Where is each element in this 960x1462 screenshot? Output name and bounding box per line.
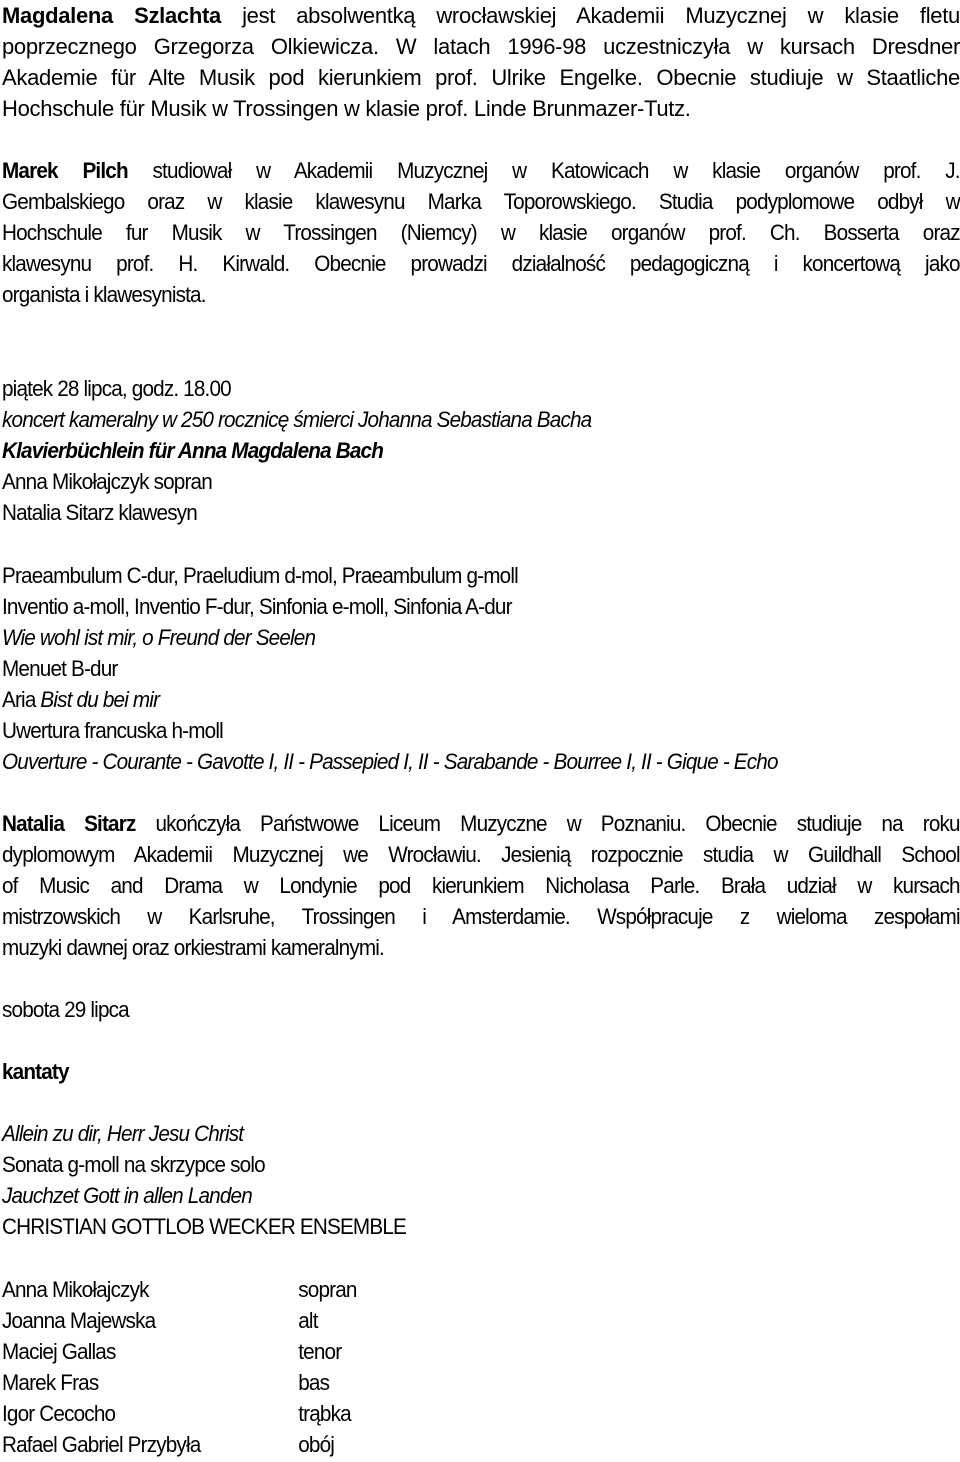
program-item: Praeambulum C-dur, Praeludium d-mol, Praeambulum g-moll: [2, 563, 518, 588]
performer-row: [2, 1367, 357, 1398]
bio-szlachta-text-1: jest absolwentką wrocławskiej Akademii Muzycznej w klasie fletu: [220, 3, 960, 28]
program-item: Sonata g-moll na skrzypce solo: [2, 1152, 265, 1177]
bio-szlachta-name: Magdalena Szlachta: [2, 3, 221, 28]
bio-sitarz-line-4: mistrzowskich w Karlsruhe, Trossingen i Amsterdamie. Współpracuje z wieloma zespołami: [2, 904, 960, 929]
bio-pilch-name: Marek Pilch: [2, 158, 128, 183]
program-item: [2, 684, 778, 715]
performer-role: bas: [298, 1370, 330, 1395]
program-item-prefix: Aria: [2, 687, 41, 712]
performer-name: Joanna Majewska: [2, 1308, 156, 1333]
performer-row: [2, 1305, 357, 1336]
performer-role: trąbka: [298, 1401, 351, 1426]
concert-friday-subtitle-text: koncert kameralny w 250 rocznicę śmierci Johanna Sebastiana Bacha: [2, 407, 592, 432]
performer-row: [2, 1274, 357, 1305]
performer-row: [2, 1398, 357, 1429]
program-item-title: Wie wohl ist mir, o Freund der Seelen: [2, 625, 316, 650]
bio-szlachta-line-1: [2, 0, 960, 31]
program-item-title: Bist du bei mir: [40, 687, 160, 712]
program-item: [2, 746, 778, 777]
performer-name: Rafael Gabriel Przybyła: [2, 1432, 201, 1457]
performer-list: [2, 1274, 357, 1460]
performer-role: sopran: [298, 1277, 357, 1302]
bio-szlachta-line-2: poprzecznego Grzegorza Olkiewicza. W latach 1996-98 uczestniczyła w kursach Dresdner: [2, 34, 960, 59]
concert-friday-date: piątek 28 lipca, godz. 18.00: [2, 376, 231, 401]
program-item: Uwertura francuska h-moll: [2, 718, 223, 743]
concert-saturday-heading-text: kantaty: [2, 1059, 69, 1084]
bio-pilch-text: [2, 155, 960, 310]
bio-sitarz-text: [2, 808, 960, 963]
bio-sitarz-text-1: ukończyła Państwowe Liceum Muzyczne w Poznaniu. Obecnie studiuje na roku: [135, 811, 960, 836]
program-item: [2, 1118, 406, 1149]
concert-friday-performer-1: Anna Mikołajczyk sopran: [2, 469, 212, 494]
performer-name: Maciej Gallas: [2, 1339, 116, 1364]
bio-sitarz-line-5: muzyki dawnej oraz orkiestrami kameralnymi.: [2, 935, 384, 960]
program-item: [2, 1180, 406, 1211]
performer-name: Marek Fras: [2, 1370, 99, 1395]
bio-sitarz-line-2: dyplomowym Akademii Muzycznej we Wrocławiu. Jesienią rozpocznie studia w Guildhall School: [2, 842, 960, 867]
bio-sitarz-line-1: [2, 808, 960, 839]
bio-pilch-line-1: [2, 155, 960, 186]
program-item-title: Jauchzet Gott in allen Landen: [2, 1183, 252, 1208]
bio-sitarz-line-3: of Music and Drama w Londynie pod kierunkiem Nicholasa Parle. Brała udział w kursach: [2, 873, 960, 898]
concert-friday-subtitle: [2, 404, 591, 435]
performer-row: [2, 1429, 357, 1460]
bio-szlachta-line-4: Hochschule für Musik w Trossingen w klasie prof. Linde Brunmazer-Tutz.: [2, 96, 691, 121]
performer-row: [2, 1336, 357, 1367]
bio-pilch-text-1: studiował w Akademii Muzycznej w Katowicach w klasie organów prof. J.: [127, 158, 960, 183]
concert-friday: [2, 373, 591, 528]
concert-saturday-program: [2, 1118, 406, 1242]
performer-name: Igor Cecocho: [2, 1401, 116, 1426]
bio-szlachta: [2, 0, 960, 124]
concert-saturday-heading: [2, 1056, 69, 1087]
performer-role: tenor: [298, 1339, 342, 1364]
program-item: [2, 622, 778, 653]
concert-friday-title-text: Klavierbüchlein für Anna Magdalena Bach: [2, 438, 384, 463]
concert-friday-program: [2, 560, 778, 777]
concert-friday-title: [2, 435, 591, 466]
program-item: Inventio a-moll, Inventio F-dur, Sinfonia e-moll, Sinfonia A-dur: [2, 594, 512, 619]
ensemble-name: CHRISTIAN GOTTLOB WECKER ENSEMBLE: [2, 1214, 406, 1239]
performer-role: obój: [298, 1432, 335, 1457]
bio-sitarz-name: Natalia Sitarz: [2, 811, 136, 836]
concert-friday-performer-2: Natalia Sitarz klawesyn: [2, 500, 197, 525]
bio-pilch-line-3: Hochschule fur Musik w Trossingen (Niemcy) w klasie organów prof. Ch. Bosserta oraz: [2, 220, 960, 245]
bio-sitarz: [2, 808, 960, 963]
performer-role: alt: [298, 1308, 318, 1333]
bio-pilch-line-2: Gembalskiego oraz w klasie klawesynu Marka Toporowskiego. Studia podyplomowe odbył w: [2, 189, 960, 214]
bio-szlachta-line-3: Akademie für Alte Musik pod kierunkiem prof. Ulrike Engelke. Obecnie studiuje w Staatliche: [2, 65, 960, 90]
concert-saturday-date: sobota 29 lipca: [2, 997, 129, 1022]
program-item-title: Allein zu dir, Herr Jesu Christ: [2, 1121, 244, 1146]
program-item-title: Ouverture - Courante - Gavotte I, II - Passepied I, II - Sarabande - Bourree I, II - Gique - Echo: [2, 749, 778, 774]
bio-pilch: [2, 155, 960, 310]
bio-pilch-line-4: klawesynu prof. H. Kirwald. Obecnie prowadzi działalność pedagogiczną i koncertową jako: [2, 251, 960, 276]
bio-pilch-line-5: organista i klawesynista.: [2, 282, 206, 307]
performer-name: Anna Mikołajczyk: [2, 1277, 149, 1302]
program-item: Menuet B-dur: [2, 656, 118, 681]
